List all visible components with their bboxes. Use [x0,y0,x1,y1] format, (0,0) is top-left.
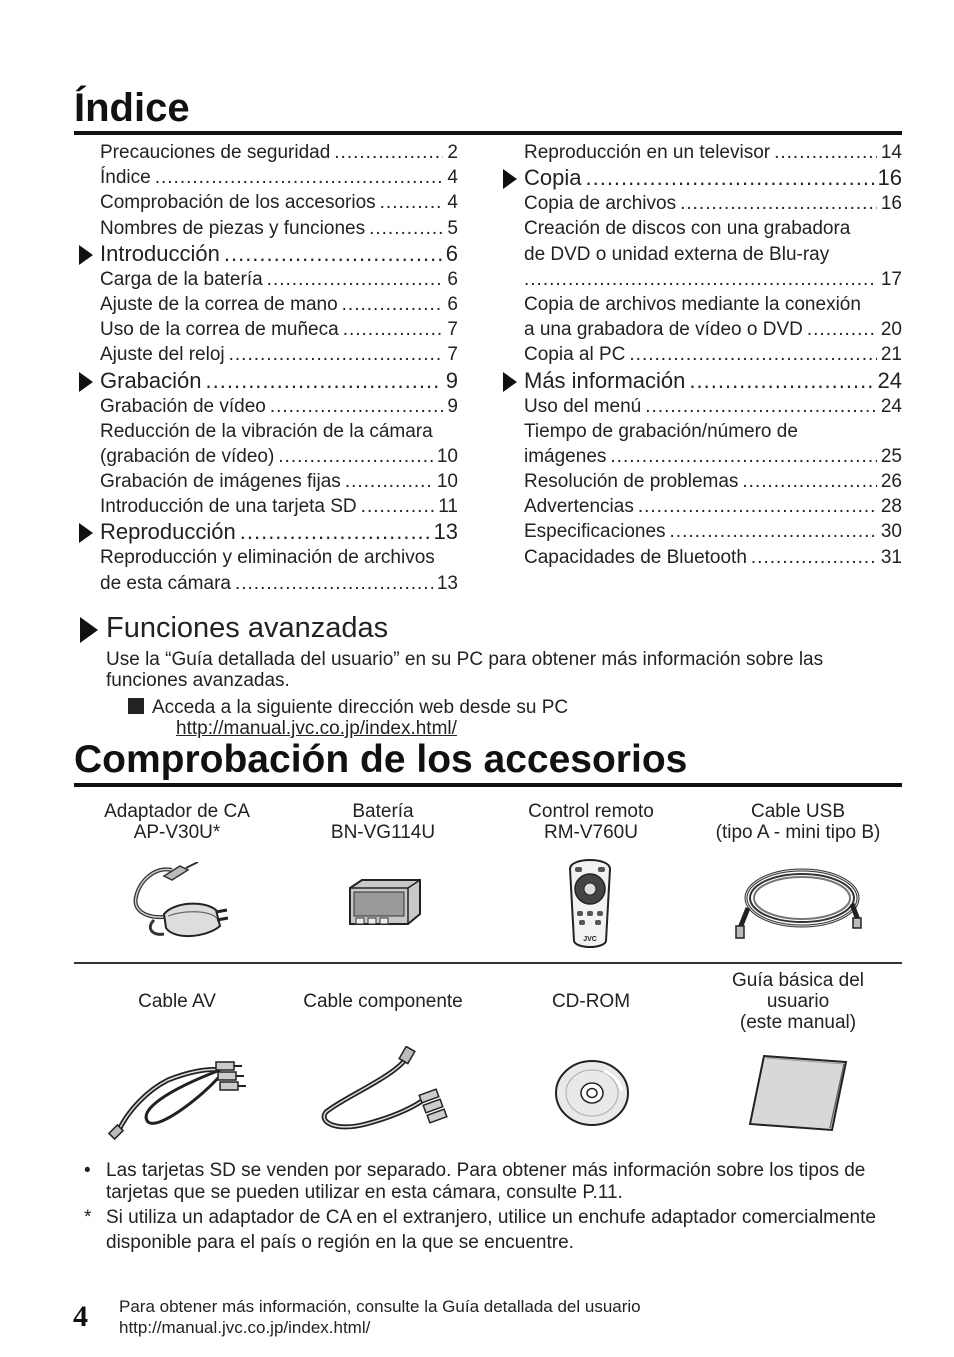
index-entry-text [78,419,458,444]
footer-url[interactable]: http://manual.jvc.co.jp/index.html/ [119,1318,371,1337]
index-entry-label: Ajuste de la correa de mano [100,293,338,315]
index-entry-label: Advertencias [524,496,634,518]
accessory-name: Control remoto [528,801,654,822]
index-entry[interactable] [78,444,458,469]
footer-line-1: Para obtener más información, consulte la Guía detallada del usuario [119,1297,641,1316]
dot-leader [224,241,442,267]
index-entry-label: Copia al PC [524,344,626,366]
index-entry[interactable] [78,494,458,519]
index-section-entry[interactable] [502,368,902,394]
index-entry-label: Capacidades de Bluetooth [524,546,747,568]
av-cable-icon [108,1050,248,1142]
index-entry[interactable] [502,469,902,494]
index-entry[interactable] [502,519,902,544]
accessory-name: Adaptador de CA [104,801,250,822]
index-entry-text [502,419,902,444]
index-entry-label: Comprobación de los accesorios [100,192,376,214]
accessory-name-line: usuario [766,991,830,1012]
index-entry[interactable] [502,140,902,165]
index-entry-label: Reducción de la vibración de la cámara [100,420,433,442]
index-entry-page: 31 [880,546,902,568]
index-entry-page: 4 [447,167,458,189]
accessory-model: BN-VG114U [330,822,436,843]
web-access-note [128,697,568,718]
index-entry[interactable] [78,140,458,165]
dot-leader [345,469,433,494]
index-entry[interactable] [502,317,902,342]
dot-leader [751,545,877,570]
index-section-entry[interactable] [78,368,458,394]
index-entry-label: a una grabadora de vídeo o DVD [524,319,803,341]
accessories-row-divider [74,962,902,964]
index-entry-page: 21 [880,344,902,366]
index-entry-page: 24 [877,367,902,393]
index-entry-label: Introducción [100,240,220,266]
remote-brand-label: JVC [583,936,597,943]
index-entry-page: 14 [880,142,902,163]
index-entry-page: 5 [447,217,458,239]
index-entry-label: de DVD o unidad externa de Blu-ray [524,243,830,265]
remote-control-icon [564,855,616,951]
accessory-av-cable-label: Cable AV [138,991,216,1012]
index-entry-page: 9 [445,367,458,393]
dot-leader [334,140,443,165]
index-entry-text [502,242,902,267]
index-entry-label: Carga de la batería [100,268,263,290]
index-entry-page: 10 [436,445,458,467]
index-entry-label: Reproducción [100,519,236,545]
index-entry-label: imágenes [524,445,607,467]
dot-leader [774,140,877,165]
dot-leader [206,368,442,394]
accessory-manual-label [695,970,901,1033]
index-entry-page: 30 [880,521,902,543]
index-entry-label: Índice [100,167,151,189]
index-entry-page: 16 [880,193,902,215]
dot-leader [645,394,877,419]
advanced-functions-heading [80,614,388,643]
index-entry-text [78,545,458,570]
dot-leader [342,292,444,317]
dot-leader [270,394,444,419]
index-entry[interactable] [78,394,458,419]
index-entry-page: 7 [447,319,458,341]
index-entry-label: (grabación de vídeo) [100,445,275,467]
dot-leader [629,342,876,367]
index-entry[interactable] [78,165,458,190]
index-entry-page: 17 [880,268,902,290]
index-title-rule [74,131,902,135]
index-entry[interactable] [78,216,458,241]
dot-leader [369,216,443,241]
index-left-column [78,140,458,596]
index-entry-label: Uso del menú [524,395,642,417]
dot-leader [380,190,444,215]
index-entry-page: 13 [433,519,458,545]
index-entry-label: Grabación de imágenes fijas [100,471,341,493]
index-entry-page: 7 [447,344,458,366]
index-entry-page: 4 [447,192,458,214]
component-cable-icon [316,1046,452,1142]
index-entry-label: Precauciones de seguridad [100,142,331,163]
index-entry[interactable] [78,571,458,596]
index-title: Índice [74,86,190,130]
usb-cable-icon [734,862,862,942]
index-entry-label: Copia [524,165,582,191]
index-entry-text [502,292,902,317]
index-entry-label: Grabación de vídeo [100,395,266,417]
dot-leader [155,165,444,190]
footer-note [119,1296,641,1338]
index-entry[interactable] [502,545,902,570]
accessory-usb-cable-label [695,801,901,843]
triangle-bullet-icon [80,617,98,643]
accessory-remote-label [488,801,694,843]
index-entry-page: 13 [436,572,458,594]
index-entry[interactable] [78,342,458,367]
cd-rom-icon [552,1057,632,1129]
dot-leader [689,368,873,394]
index-entry-page: 25 [880,445,902,467]
index-entry-label: Tiempo de grabación/número de [524,420,798,442]
triangle-bullet-icon [503,372,517,392]
index-entry-label: Resolución de problemas [524,471,739,493]
dot-leader [278,444,433,469]
accessory-model: AP-V30U* [133,822,221,843]
accessory-name: Cable USB [751,801,845,822]
index-entry-label: Copia de archivos mediante la conexión [524,293,861,315]
index-entry-page: 10 [436,471,458,493]
accessory-cd-rom-label: CD-ROM [551,991,631,1012]
index-entry-label: Introducción de una tarjeta SD [100,496,357,518]
index-right-column [502,140,902,570]
page-number: 4 [73,1300,88,1333]
index-entry[interactable] [502,494,902,519]
triangle-bullet-icon [79,245,93,265]
index-entry-label: Nombres de piezas y funciones [100,217,366,239]
dot-leader [807,317,877,342]
index-entry-page: 2 [447,142,458,163]
note-ac-adapter [84,1205,886,1255]
index-entry[interactable] [502,267,902,292]
index-entry-page: 20 [880,319,902,341]
index-entry-page: 26 [880,471,902,493]
dot-leader [361,494,435,519]
advanced-functions-text: Use la “Guía detallada del usuario” en su PC para obtener más información sobre las funciones avanzadas. [106,649,824,691]
dot-leader [343,317,444,342]
index-entry-label: de esta cámara [100,572,231,594]
dot-leader [638,494,877,519]
manual-booklet-icon [746,1052,850,1132]
index-entry-label: Especificaciones [524,521,666,543]
triangle-bullet-icon [79,523,93,543]
index-entry[interactable] [78,292,458,317]
dot-leader [240,519,430,545]
accessory-name: Batería [352,801,414,822]
dot-leader [267,267,444,292]
index-entry-page: 6 [447,268,458,290]
note-ac-adapter-text: Si utiliza un adaptador de CA en el extranjero, utilice un enchufe adaptador comercialmente disponible para el país o región en la que se encuentre. [106,1207,876,1253]
index-entry[interactable] [78,190,458,215]
index-entry[interactable] [502,394,902,419]
index-entry-label: Reproducción y eliminación de archivos [100,547,435,569]
asterisk-marker: * [84,1207,92,1228]
index-entry-page: 9 [447,395,458,417]
web-access-note-text: Acceda a la siguiente dirección web desde su PC [152,697,569,718]
accessory-battery-label [280,801,486,843]
ac-adapter-icon [124,862,234,942]
index-entry-label: Más información [524,367,686,393]
index-entry-label: Ajuste del reloj [100,344,225,366]
index-section-entry[interactable] [78,241,458,267]
index-entry-label: Reproducción en un televisor [524,142,771,163]
index-entry-page: 28 [880,496,902,518]
index-entry[interactable] [502,444,902,469]
index-entry[interactable] [78,317,458,342]
note-sd-cards [84,1160,886,1204]
note-sd-cards-text: Las tarjetas SD se venden por separado. Para obtener más información sobre los tipos de tarjetas que se pueden utilizar en esta cámara, consulte P.11. [106,1160,866,1203]
dot-leader [680,191,877,216]
index-entry[interactable] [78,267,458,292]
index-entry[interactable] [78,469,458,494]
square-bullet-icon [128,698,144,714]
advanced-functions-heading-text: Funciones avanzadas [106,612,389,644]
dot-leader [235,571,433,596]
dot-leader [585,165,873,191]
dot-leader [742,469,876,494]
index-section-entry[interactable] [502,165,902,191]
dot-leader [670,519,877,544]
dot-leader [229,342,444,367]
index-entry-label: Grabación [100,367,202,393]
battery-icon [344,878,424,930]
accessory-name-line: Guía básica del [731,970,865,991]
index-entry-label: Creación de discos con una grabadora [524,218,851,240]
dot-leader [524,267,877,292]
accessories-title: Comprobación de los accesorios [74,738,688,781]
index-entry-text [502,216,902,241]
index-entry-label: Copia de archivos [524,193,677,215]
accessories-title-rule [74,783,902,787]
triangle-bullet-icon [79,372,93,392]
triangle-bullet-icon [503,169,517,189]
index-entry-page: 6 [445,240,458,266]
index-entry-page: 24 [880,395,902,417]
accessory-model: RM-V760U [544,822,638,843]
index-section-entry[interactable] [78,519,458,545]
index-entry[interactable] [502,342,902,367]
index-entry-page: 6 [447,293,458,315]
dot-leader [610,444,876,469]
accessory-ac-adapter-label [74,801,280,843]
accessory-name-line: (este manual) [739,1012,857,1033]
manual-url-link[interactable]: http://manual.jvc.co.jp/index.html/ [176,718,457,739]
index-entry-page: 16 [877,165,902,191]
index-entry[interactable] [502,191,902,216]
accessory-component-cable-label: Cable componente [303,991,463,1012]
index-entry-page: 11 [438,496,458,518]
accessory-model: (tipo A - mini tipo B) [715,822,881,843]
index-entry-label: Uso de la correa de muñeca [100,319,339,341]
bullet-marker: • [84,1160,91,1181]
